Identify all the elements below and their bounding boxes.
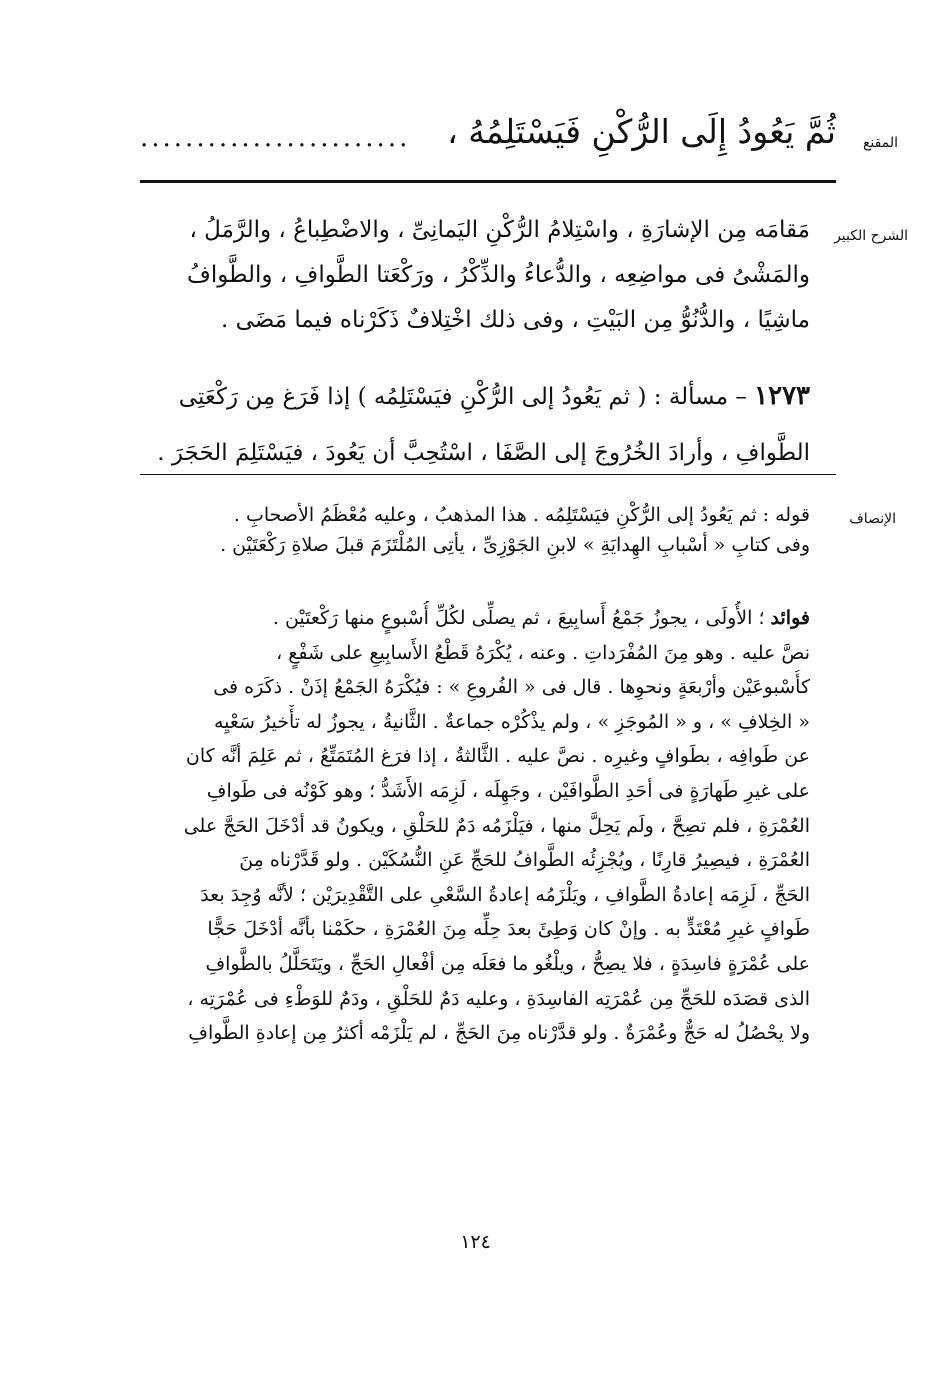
fawaid-paragraph (126, 601, 810, 1051)
label-sharh-kabir: الشرح الكبير (834, 228, 908, 244)
sharh-line: مَقامَه مِن الإشارَةِ ، واسْتِلامُ الرُّكْنِ اليَمانِىِّ ، والاضْطِباعُ ، والرَّمَلُ ، (189, 217, 810, 243)
fawaid-line: ولا يحْصُلُ له حَجٌّ وعُمْرَةٌ . ولو قدَّرْناه مِنَ الحَجِّ ، لم يَلْزَمْه أكثرُ مِن إعادةِ الطَّوافِ (188, 1022, 810, 1045)
label-muqni: المقنع (862, 135, 898, 151)
header-text: ثُمَّ يَعُودُ إِلَى الرُّكْنِ فَيَسْتَلِمُهُ ، (447, 112, 836, 151)
fawaid-line: « الخِلافِ » ، و « المُوجَزِ » ، ولم يذْكُرْه جماعةٌ . الثَّانيةُ ، يجوزُ له تأْخيرُ سَعْيِه (213, 710, 810, 733)
header-dots: ........................ (140, 123, 411, 153)
fawaid-line: العُمْرَةِ ، فيصِيرُ قارِنًا ، ويُجْزِئُه الطَّوافُ للحَجِّ عَنِ النُّسُكَيْن . ولو قَدَّرْناه مِنَ (239, 849, 810, 872)
masala-paragraph (126, 368, 810, 482)
fawaid-first: ؛ الأُولَى ، يجوزُ جَمْعُ أَسابِيعَ ، ثم يصلِّى لكُلِّ أُسْبوعٍ منها رَكْعتَيْن . (272, 607, 771, 629)
fawaid-line (126, 601, 810, 636)
insaf-paragraph (126, 500, 810, 560)
fawaid-line: نصَّ عليه . وهو مِنَ المُفْرَداتِ . وعنه ، يُكْرَهُ قَطْعُ الأَسابِيعِ على شَفْعٍ ، (276, 641, 810, 664)
divider-thick (140, 180, 836, 183)
fawaid-line: على عُمْرَةٍ فاسِدَةٍ ، فلا يصِحُّ ، ويلْغُو ما فعَلَه مِن أفْعالِ الحَجِّ ، ويَتَحَلَّلُ بالطَّوافِ (205, 952, 810, 975)
masala-line (126, 368, 810, 425)
sharh-line: ماشِيًا ، والدُّنُوُّ مِن البَيْتِ ، وفى ذلك اخْتِلافٌ ذَكَرْناه فيما مَضَى . (220, 307, 810, 333)
label-insaf: الإنصاف (849, 511, 896, 527)
insaf-line: قوله : ثم يَعُودُ إلى الرُّكْنِ فيَسْتَلِمُه . هذا المذهبُ ، وعليه مُعْظَمُ الأصحابِ . (233, 504, 810, 526)
fawaid-line: كأُسْبوعَيْن وأرْبعَةٍ ونحوِها . قال فى « الفُروعِ » : فيُكْرَهُ الجَمْعُ إذَنْ . ذكَرَه فى (213, 676, 810, 699)
fawaid-line: العُمْرَةِ ، فلم تصِحَّ ، ولَم يَحِلَّ منها ، فيَلْزَمُه دَمٌ للحَلْقِ ، ويكونُ قد أدْخَلَ الحَجَّ على (183, 814, 810, 837)
masala-text: – مسألة : ( ثم يَعُودُ إلى الرُّكْنِ فيَسْتَلِمُه ) إذا فَرَغ مِن رَكْعَتِى (178, 384, 747, 410)
divider-thin (140, 474, 836, 475)
fawaid-line: الذى قصَدَه للحَجِّ مِن عُمْرَتِه الفاسِدَةِ ، وعليه دَمٌ للحَلْقِ ، ودَمٌ للوَطْءِ فى عُمْرَتِه ، (187, 987, 810, 1010)
fawaid-line: الحَجِّ ، لَزِمَه إعادةُ الطَّوافِ ، ويَلْزَمُه إعادةُ السَّعْىِ على التَّقْدِيرَيْن ؛ لأنَّه وُجِدَ بعدَ (200, 883, 810, 906)
sharh-line: والمَشْىُ فى مواضِعِه ، والدُّعاءُ والذِّكْرُ ، ورَكْعَتا الطَّوافِ ، والطَّوافُ (187, 262, 810, 288)
masala-line: الطَّوافِ ، وأرادَ الخُرُوجَ إلى الصَّفَا ، اسْتُحِبَّ أن يَعُودَ ، فيَسْتَلِمَ الحَجَرَ . (157, 440, 810, 466)
fawaid-line: طَوافٍ غيرِ مُعْتَدٍّ به . وإنْ كان وَطِئَ بعدَ حِلِّه مِنَ العُمْرَةِ ، حكَمْنا بأنَّه أدْخَلَ حَجًّا (207, 918, 810, 941)
masala-number: ١٢٧٣ (754, 381, 810, 411)
sharh-paragraph (126, 208, 810, 343)
insaf-line: وفى كتابِ « أسْبابِ الهِدايَةِ » لابنِ الجَوْزِىِّ ، يأْتِى المُلْتَزَمَ قبلَ صلاةِ رَكْعَتَيْن . (220, 534, 810, 556)
fawaid-line: عن طَوافِه ، بطَوافٍ وغيرِه . نصَّ عليه . الثَّالثةُ ، إذا فرَغ المُتَمَتِّعُ ، ثم عَلِمَ أنَّه كان (185, 745, 810, 768)
page-number: ١٢٤ (460, 1231, 491, 1253)
fawaid-lead: فوائد (770, 607, 810, 629)
fawaid-line: على غيرِ طَهارَةٍ فى أحَدِ الطَّوافَيْن ، وجَهِلَه ، لَزِمَه الأَشَدُّ ؛ وهو كَوْنُه فى طَوافِ (206, 779, 810, 802)
header-matn (140, 100, 836, 164)
